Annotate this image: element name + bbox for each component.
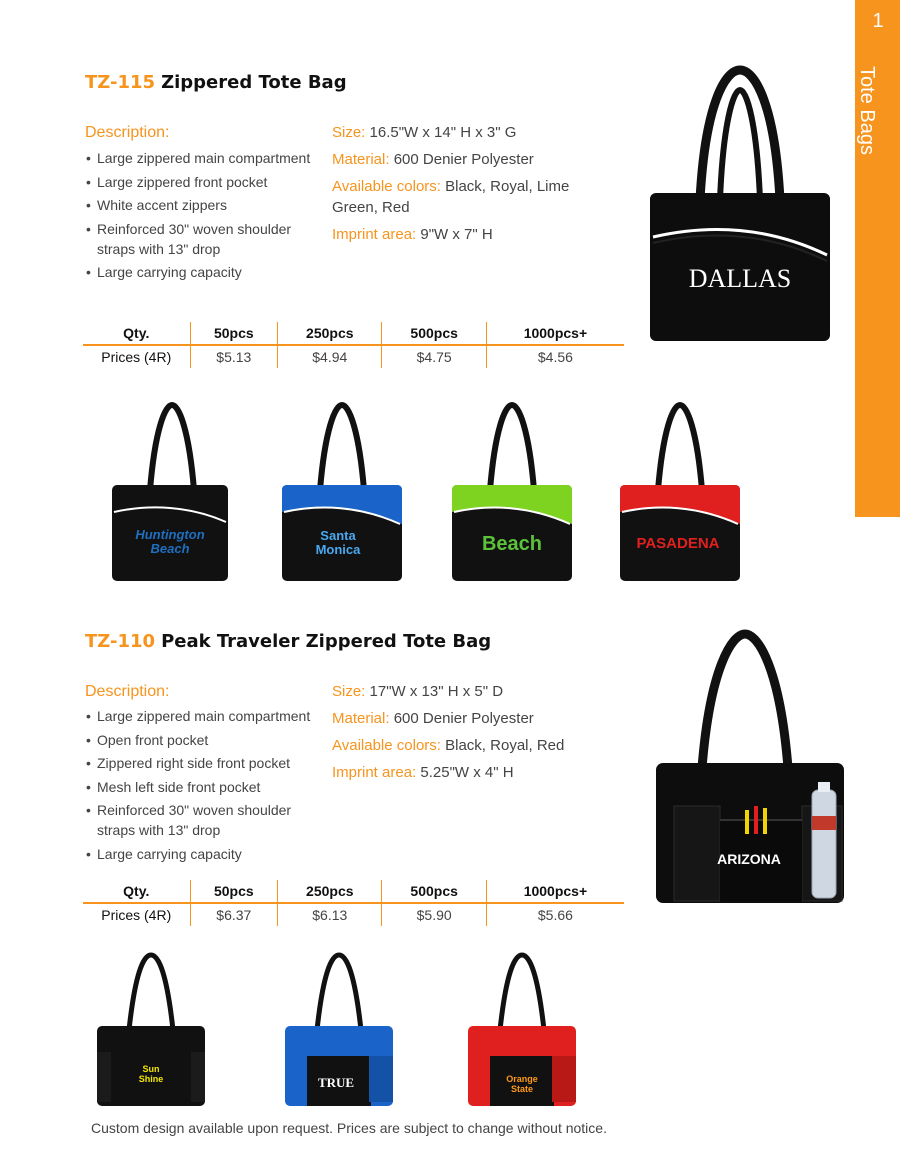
spec-imprint: [332, 224, 582, 245]
feature-list: [86, 148, 326, 286]
main-photo-text: DALLAS: [688, 264, 792, 293]
qty-cell: 250pcs: [278, 322, 382, 345]
price-cell: $6.13: [278, 903, 382, 926]
qty-cell: 50pcs: [190, 322, 278, 345]
spec-block: [332, 681, 582, 789]
spec-label: Material:: [332, 710, 390, 727]
feature-item: • Large carrying capacity: [86, 262, 326, 282]
qty-cell: 500pcs: [382, 322, 486, 345]
main-photo-text: ARIZONA: [717, 851, 781, 867]
spec-size: [332, 122, 582, 143]
variant-text-line: Monica: [315, 542, 361, 557]
spec-label: Material:: [332, 151, 390, 168]
section-label: Tote Bags: [856, 66, 878, 155]
qty-cell: 1000pcs+: [486, 322, 624, 345]
spec-colors: [332, 735, 582, 756]
price-cell: $5.13: [190, 345, 278, 368]
product-name: Zippered Tote Bag: [161, 72, 347, 93]
variant-text-line: Santa: [320, 528, 356, 543]
price-table-header: [83, 880, 624, 903]
price-cell: $5.66: [486, 903, 624, 926]
feature-item: • Open front pocket: [86, 730, 326, 750]
price-label: Prices (4R): [101, 907, 172, 923]
feature-item: • Large carrying capacity: [86, 844, 326, 864]
feature-item: • White accent zippers: [86, 195, 326, 215]
price-table-row: [83, 903, 624, 926]
variant-text-line: Beach: [481, 533, 543, 555]
spec-value: 600 Denier Polyester: [393, 710, 534, 727]
description-heading: Description:: [85, 124, 170, 141]
product-photo-main: [652, 628, 847, 908]
product-title: [85, 72, 347, 93]
price-cell: $4.94: [278, 345, 382, 368]
product-code: TZ-115: [85, 72, 156, 93]
spec-label: Available colors:: [332, 737, 441, 754]
spec-block: [332, 122, 582, 251]
spec-label: Imprint area:: [332, 764, 417, 781]
footer-note: Custom design available upon request. Prices are subject to change without notice.: [91, 1120, 607, 1136]
spec-value: 600 Denier Polyester: [393, 151, 534, 168]
spec-colors: [332, 176, 582, 218]
variant-photo-black: [95, 950, 207, 1110]
variant-photo-black: [110, 400, 230, 585]
feature-item: • Large zippered front pocket: [86, 172, 326, 192]
feature-item: • Zippered right side front pocket: [86, 753, 326, 773]
page-number: 1: [872, 10, 884, 32]
price-cell: $4.56: [486, 345, 624, 368]
variant-text-line: Sun: [142, 1064, 160, 1074]
variant-text-line: Beach: [150, 541, 190, 556]
variant-text-line: Shine: [138, 1074, 164, 1084]
qty-cell: 1000pcs+: [486, 880, 624, 903]
description-heading: Description:: [85, 683, 170, 700]
feature-item: • Reinforced 30" woven shoulder straps with 13" drop: [86, 219, 326, 259]
feature-list: [86, 706, 326, 867]
spec-imprint: [332, 762, 582, 783]
price-table-row: [83, 345, 624, 368]
variant-photo-royal: [283, 950, 395, 1110]
spec-label: Available colors:: [332, 178, 441, 195]
qty-cell: 50pcs: [190, 880, 278, 903]
feature-item: • Reinforced 30" woven shoulder straps with 13" drop: [86, 800, 326, 840]
variant-text-line: Orange: [506, 1074, 538, 1084]
spec-size: [332, 681, 582, 702]
product-photo-main: [645, 65, 835, 345]
variant-text-line: PASADENA: [636, 535, 720, 552]
feature-item: • Large zippered main compartment: [86, 148, 326, 168]
spec-value: 17"W x 13" H x 5" D: [369, 683, 504, 700]
spec-label: Size:: [332, 683, 366, 700]
price-label: Prices (4R): [101, 349, 172, 365]
product-title: [85, 631, 491, 652]
feature-item: • Large zippered main compartment: [86, 706, 326, 726]
qty-cell: 500pcs: [382, 880, 486, 903]
variant-text-line: TRUE: [317, 1075, 355, 1090]
price-table: [83, 322, 624, 368]
variant-photo-royal: [280, 400, 405, 585]
variant-text-line: Huntington: [135, 527, 205, 542]
variant-text-line: State: [510, 1084, 534, 1094]
qty-cell: 250pcs: [278, 880, 382, 903]
variant-photo-lime: [450, 400, 575, 585]
spec-material: [332, 149, 582, 170]
spec-material: [332, 708, 582, 729]
spec-value: 9"W x 7" H: [420, 226, 493, 243]
price-cell: $4.75: [382, 345, 486, 368]
qty-label: Qty.: [83, 880, 190, 903]
spec-value: Black, Royal, Lime Green, Red: [332, 178, 570, 216]
spec-label: Imprint area:: [332, 226, 417, 243]
variant-photo-red: [466, 950, 578, 1110]
qty-label: Qty.: [83, 322, 190, 345]
price-table: [83, 880, 624, 926]
price-cell: $5.90: [382, 903, 486, 926]
spec-value: 16.5"W x 14" H x 3" G: [369, 124, 517, 141]
product-code: TZ-110: [85, 631, 156, 652]
product-name: Peak Traveler Zippered Tote Bag: [161, 631, 492, 652]
feature-item: • Mesh left side front pocket: [86, 777, 326, 797]
spec-value: Black, Royal, Red: [445, 737, 565, 754]
spec-value: 5.25"W x 4" H: [420, 764, 514, 781]
variant-photo-red: [618, 400, 743, 585]
price-cell: $6.37: [190, 903, 278, 926]
spec-label: Size:: [332, 124, 366, 141]
price-table-header: [83, 322, 624, 345]
